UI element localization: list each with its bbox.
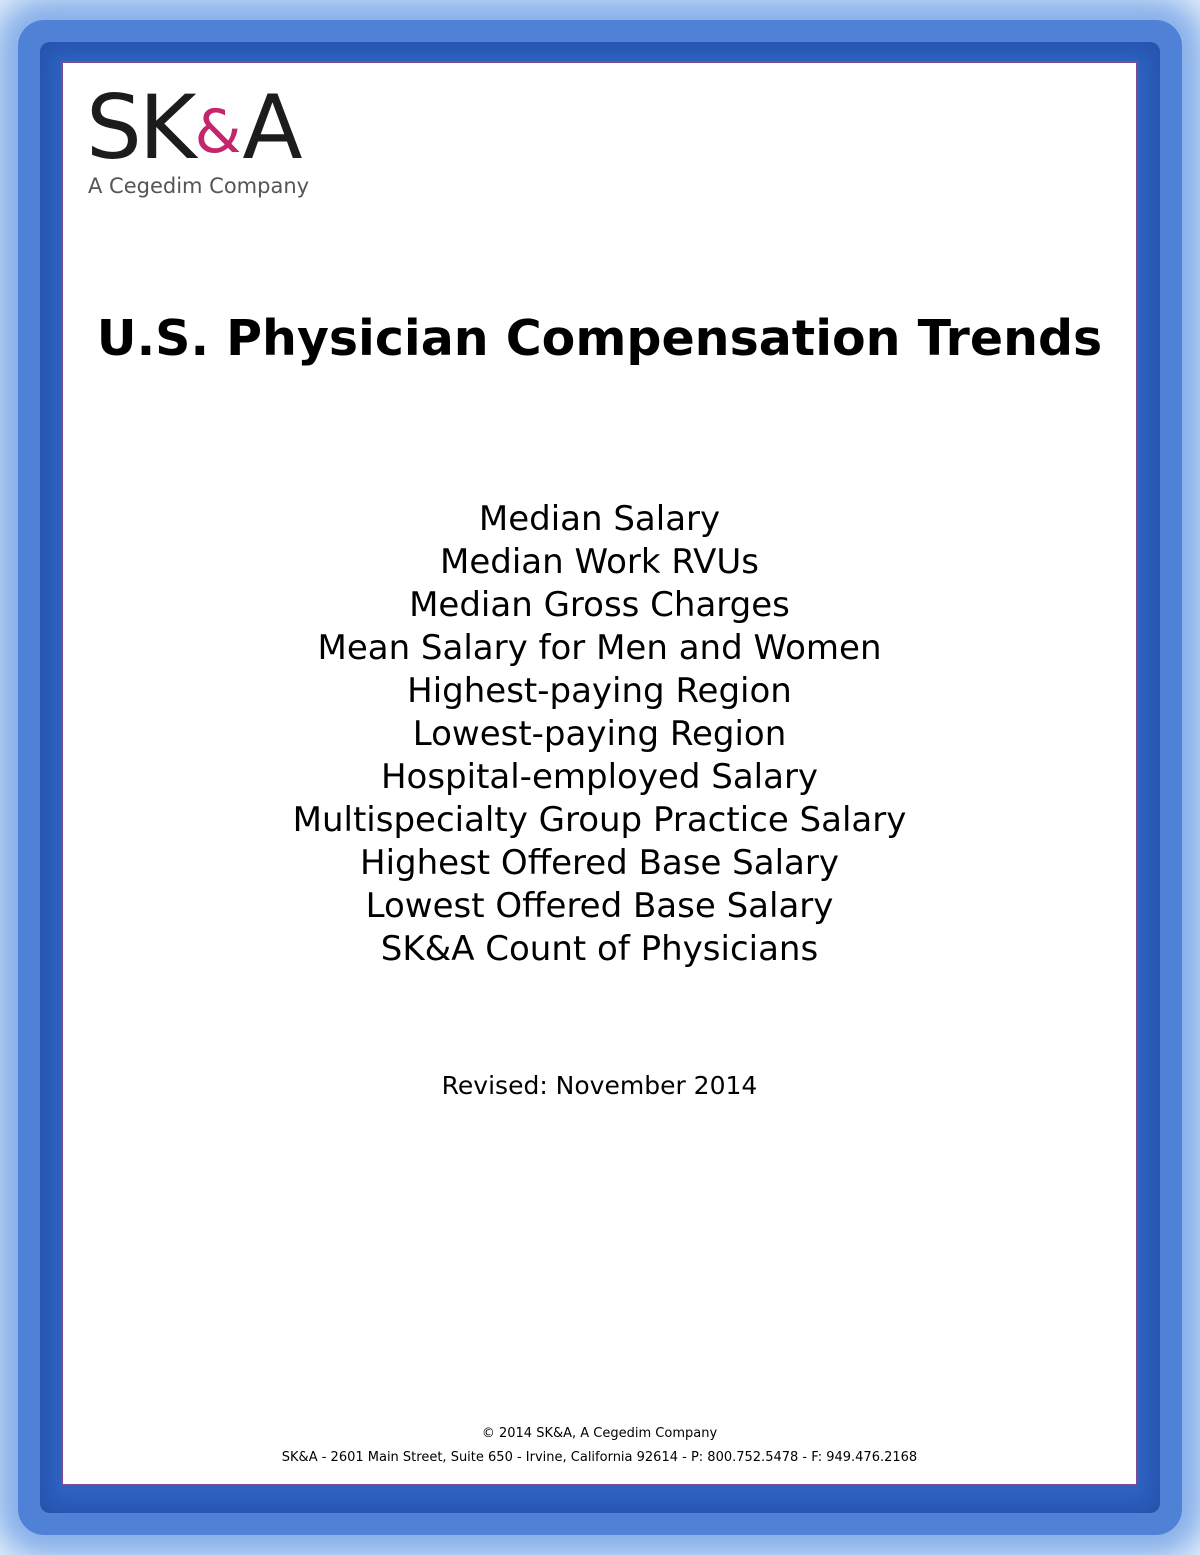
- logo-wordmark-a: A: [242, 76, 300, 179]
- topic-item: Lowest Offered Base Salary: [365, 886, 834, 926]
- topic-item: Highest-paying Region: [407, 671, 792, 711]
- topic-item: Median Salary: [478, 499, 721, 539]
- topic-item: Median Work RVUs: [440, 542, 759, 582]
- revised-date: Revised: November 2014: [441, 1071, 758, 1100]
- logo-wordmark: [86, 76, 300, 182]
- topic-item: Mean Salary for Men and Women: [317, 628, 882, 668]
- topic-item: Lowest-paying Region: [412, 714, 787, 754]
- topic-list: [61, 498, 1138, 971]
- logo-wordmark-sk: SK: [86, 76, 194, 179]
- footer-address: SK&A - 2601 Main Street, Suite 650 - Irvine, California 92614 - P: 800.752.5478 - F: 949.476.2168: [281, 1450, 918, 1465]
- logo-ampersand: &: [194, 97, 242, 167]
- page-title: U.S. Physician Compensation Trends: [96, 310, 1103, 367]
- footer-copyright: © 2014 SK&A, A Cegedim Company: [481, 1426, 718, 1441]
- topic-item: Median Gross Charges: [409, 585, 790, 625]
- topic-item: Hospital-employed Salary: [380, 757, 819, 797]
- ska-logo: [86, 76, 376, 202]
- topic-item: SK&A Count of Physicians: [380, 929, 819, 969]
- topic-item: Multispecialty Group Practice Salary: [292, 800, 907, 840]
- topic-item: Highest Offered Base Salary: [360, 843, 839, 883]
- logo-tagline: A Cegedim Company: [88, 174, 310, 198]
